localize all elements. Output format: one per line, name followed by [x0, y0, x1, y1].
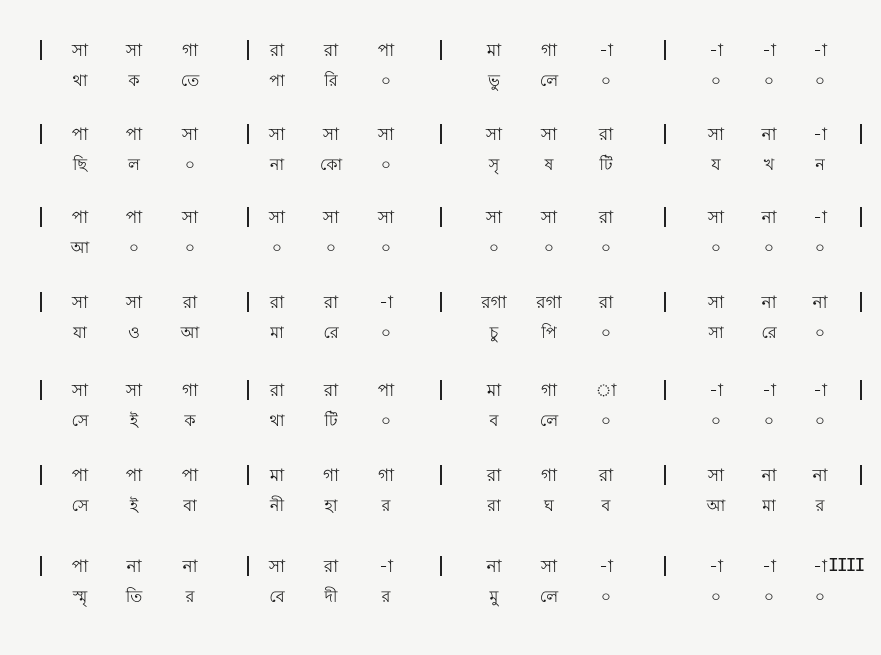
lyric-syllable: ০: [763, 411, 775, 430]
lyric-syllable: ০: [184, 155, 196, 174]
lyric-syllable: পি: [541, 323, 557, 342]
bar-line: [664, 380, 666, 400]
bar-line: [40, 207, 42, 227]
swara-note: া: [595, 381, 617, 401]
bar-line: [247, 556, 249, 576]
swara-note: রা: [598, 125, 614, 145]
lyric-syllable: থা: [72, 71, 88, 90]
lyric-syllable: ছি: [72, 155, 88, 174]
bar-line: [440, 124, 442, 144]
swara-note: মা: [486, 41, 502, 61]
lyric-syllable: সে: [71, 411, 89, 430]
lyric-syllable: ০: [710, 238, 722, 257]
swara-note: পা: [71, 125, 89, 145]
lyric-syllable: না: [269, 155, 285, 174]
lyric-syllable: ০: [325, 238, 337, 257]
swara-note: সা: [485, 208, 503, 228]
bar-line: [247, 292, 249, 312]
swara-note: সা: [485, 125, 503, 145]
swara-note: পা: [71, 557, 89, 577]
lyric-row: [0, 235, 881, 261]
bar-line: [247, 40, 249, 60]
lyric-syllable: মা: [270, 323, 284, 342]
bar-line: [247, 207, 249, 227]
bar-line: [440, 292, 442, 312]
lyric-syllable: ০: [814, 323, 826, 342]
swara-note: সা: [707, 293, 725, 313]
bar-line: [860, 207, 862, 227]
notation-line: [0, 554, 881, 614]
swara-row: [0, 122, 881, 148]
lyric-syllable: ক: [128, 71, 140, 90]
lyric-syllable: ব: [489, 411, 499, 430]
lyric-syllable: আ: [70, 238, 90, 257]
swara-note: সা: [71, 41, 89, 61]
swara-note: সা: [377, 208, 395, 228]
swara-row: [0, 554, 881, 580]
swara-note: পা: [71, 208, 89, 228]
notation-line: [0, 290, 881, 350]
lyric-syllable: ই: [129, 411, 139, 430]
lyric-syllable: য: [711, 155, 721, 174]
swara-note: রা: [182, 293, 198, 313]
bar-line: [40, 124, 42, 144]
notation-line: [0, 38, 881, 98]
lyric-syllable: ঘ: [544, 496, 554, 515]
lyric-syllable: ০: [763, 71, 775, 90]
swara-note: গা: [540, 41, 558, 61]
lyric-syllable: ল: [128, 155, 140, 174]
lyric-syllable: র: [815, 496, 825, 515]
swara-note: সা: [707, 466, 725, 486]
lyric-syllable: ০: [543, 238, 555, 257]
swara-note: গা: [377, 466, 395, 486]
swara-note: মা: [269, 466, 285, 486]
swara-row: [0, 38, 881, 64]
notation-line: [0, 378, 881, 438]
swara-row: [0, 378, 881, 404]
swara-note: গা: [322, 466, 340, 486]
swara-note: সা: [322, 125, 340, 145]
lyric-syllable: সৃ: [488, 155, 500, 174]
swara-note: সা: [268, 208, 286, 228]
bar-line: [860, 465, 862, 485]
swara-note: না: [761, 466, 777, 486]
lyric-syllable: র: [381, 587, 391, 606]
lyric-row: [0, 408, 881, 434]
lyric-syllable: র: [185, 587, 195, 606]
final-bar-mark: IIII: [828, 555, 864, 576]
lyric-syllable: টি: [324, 411, 338, 430]
bar-line: [664, 40, 666, 60]
swara-note: না: [126, 557, 142, 577]
lyric-syllable: ০: [814, 238, 826, 257]
bar-line: [40, 40, 42, 60]
bar-line: [664, 124, 666, 144]
lyric-syllable: ০: [380, 71, 392, 90]
bar-line: [40, 292, 42, 312]
bar-line: [40, 380, 42, 400]
bar-line: [247, 465, 249, 485]
lyric-syllable: লে: [539, 71, 559, 90]
swara-note: সা: [268, 557, 286, 577]
lyric-syllable: রা: [487, 496, 501, 515]
lyric-row: [0, 493, 881, 519]
swara-note: -া: [813, 41, 827, 61]
swara-note: সা: [322, 208, 340, 228]
lyric-syllable: কো: [319, 155, 343, 174]
swara-note: গা: [540, 466, 558, 486]
bar-line: [40, 465, 42, 485]
swara-note: -া: [599, 557, 613, 577]
lyric-syllable: মু: [489, 587, 499, 606]
swara-note: রা: [269, 41, 285, 61]
lyric-syllable: ০: [271, 238, 283, 257]
swara-note: রা: [598, 208, 614, 228]
swara-note: গা: [181, 41, 199, 61]
lyric-syllable: আ: [706, 496, 726, 515]
swara-note: পা: [125, 125, 143, 145]
bar-line: [440, 380, 442, 400]
swara-note: মা: [486, 381, 502, 401]
notation-line: [0, 205, 881, 265]
lyric-syllable: লে: [539, 411, 559, 430]
swara-note: -া: [379, 557, 393, 577]
swara-note: সা: [707, 208, 725, 228]
lyric-syllable: ও: [128, 323, 140, 342]
lyric-syllable: খ: [763, 155, 775, 174]
lyric-syllable: যা: [73, 323, 87, 342]
swara-note: -া: [813, 208, 827, 228]
lyric-syllable: ০: [710, 587, 722, 606]
swara-note: রা: [323, 557, 339, 577]
swara-note: -া: [762, 41, 776, 61]
swara-note: রা: [323, 293, 339, 313]
swara-note: সা: [71, 381, 89, 401]
bar-line: [664, 207, 666, 227]
lyric-syllable: চু: [489, 323, 499, 342]
swara-note: রা: [598, 293, 614, 313]
lyric-syllable: তি: [125, 587, 143, 606]
lyric-syllable: ভু: [488, 71, 500, 90]
lyric-syllable: থা: [269, 411, 285, 430]
swara-note: -া: [813, 557, 827, 577]
swara-note: -া: [379, 293, 393, 313]
lyric-syllable: ০: [763, 587, 775, 606]
lyric-syllable: ০: [184, 238, 196, 257]
swara-note: সা: [181, 208, 199, 228]
swara-note: না: [761, 208, 777, 228]
bar-line: [664, 556, 666, 576]
bar-line: [664, 465, 666, 485]
bar-line: [247, 124, 249, 144]
lyric-syllable: সে: [71, 496, 89, 515]
swara-note: -া: [813, 125, 827, 145]
lyric-syllable: টি: [599, 155, 613, 174]
lyric-syllable: ০: [600, 71, 612, 90]
lyric-syllable: ০: [380, 411, 392, 430]
swara-note: -া: [813, 381, 827, 401]
swara-note: সা: [71, 293, 89, 313]
bar-line: [247, 380, 249, 400]
swara-note: -া: [709, 41, 723, 61]
lyric-syllable: ০: [600, 238, 612, 257]
swara-note: সা: [125, 293, 143, 313]
swara-note: সা: [125, 41, 143, 61]
swara-note: সা: [540, 557, 558, 577]
lyric-row: [0, 152, 881, 178]
swara-note: -া: [762, 557, 776, 577]
bar-line: [440, 465, 442, 485]
lyric-syllable: ০: [600, 587, 612, 606]
lyric-syllable: আ: [180, 323, 200, 342]
lyric-syllable: পা: [269, 71, 285, 90]
swara-note: না: [486, 557, 502, 577]
lyric-syllable: হা: [324, 496, 338, 515]
lyric-syllable: মা: [762, 496, 776, 515]
bar-line: [860, 380, 862, 400]
lyric-syllable: লে: [539, 587, 559, 606]
swara-note: গা: [540, 381, 558, 401]
swara-note: রগা: [481, 293, 507, 313]
swara-note: পা: [181, 466, 199, 486]
lyric-syllable: ০: [814, 587, 826, 606]
lyric-syllable: বে: [269, 587, 285, 606]
swara-note: পা: [377, 381, 395, 401]
lyric-syllable: ০: [763, 238, 775, 257]
bar-line: [440, 556, 442, 576]
swara-note: রা: [598, 466, 614, 486]
swara-note: পা: [125, 208, 143, 228]
lyric-syllable: ০: [128, 238, 140, 257]
swara-note: -া: [709, 381, 723, 401]
lyric-syllable: রে: [323, 323, 339, 342]
lyric-syllable: নী: [269, 496, 285, 515]
lyric-row: [0, 68, 881, 94]
swara-row: [0, 290, 881, 316]
lyric-syllable: ০: [710, 411, 722, 430]
lyric-syllable: স্মৃ: [72, 587, 88, 606]
lyric-syllable: রে: [761, 323, 777, 342]
swara-note: সা: [377, 125, 395, 145]
lyric-syllable: ০: [380, 238, 392, 257]
swara-note: রগা: [536, 293, 562, 313]
lyric-syllable: তে: [180, 71, 200, 90]
lyric-syllable: ০: [380, 323, 392, 342]
swara-note: না: [182, 557, 198, 577]
notation-line: [0, 122, 881, 182]
lyric-row: [0, 584, 881, 610]
swara-note: গা: [181, 381, 199, 401]
swara-note: সা: [540, 125, 558, 145]
bar-line: [860, 292, 862, 312]
lyric-syllable: ০: [600, 323, 612, 342]
lyric-syllable: ০: [814, 411, 826, 430]
swara-note: না: [812, 293, 828, 313]
lyric-syllable: রি: [324, 71, 338, 90]
lyric-syllable: ০: [814, 71, 826, 90]
lyric-syllable: বা: [183, 496, 197, 515]
swara-note: সা: [125, 381, 143, 401]
swara-note: সা: [268, 125, 286, 145]
bar-line: [860, 124, 862, 144]
bar-line: [440, 40, 442, 60]
bar-line: [664, 292, 666, 312]
swara-note: পা: [71, 466, 89, 486]
swara-row: [0, 463, 881, 489]
swara-note: রা: [323, 41, 339, 61]
swara-note: রা: [323, 381, 339, 401]
lyric-syllable: দী: [324, 587, 338, 606]
swara-note: -া: [762, 381, 776, 401]
lyric-syllable: ক: [184, 411, 196, 430]
swara-note: -া: [599, 41, 613, 61]
bar-line: [440, 207, 442, 227]
lyric-syllable: ০: [710, 71, 722, 90]
lyric-syllable: ০: [488, 238, 500, 257]
swara-note: সা: [707, 125, 725, 145]
lyric-syllable: র: [381, 496, 391, 515]
swara-note: -া: [709, 557, 723, 577]
lyric-row: [0, 320, 881, 346]
swara-note: রা: [269, 293, 285, 313]
lyric-syllable: ব: [601, 496, 611, 515]
swara-note: পা: [125, 466, 143, 486]
swara-note: না: [761, 125, 777, 145]
lyric-syllable: ষ: [544, 155, 554, 174]
swara-note: না: [812, 466, 828, 486]
lyric-syllable: ই: [129, 496, 139, 515]
swara-row: [0, 205, 881, 231]
lyric-syllable: ০: [380, 155, 392, 174]
lyric-syllable: ০: [600, 411, 612, 430]
swara-note: সা: [181, 125, 199, 145]
notation-line: [0, 463, 881, 523]
swara-note: রা: [269, 381, 285, 401]
swara-note: পা: [377, 41, 395, 61]
swara-note: রা: [486, 466, 502, 486]
lyric-syllable: সা: [708, 323, 724, 342]
swara-note: সা: [540, 208, 558, 228]
swara-note: না: [761, 293, 777, 313]
lyric-syllable: ন: [815, 155, 825, 174]
bar-line: [40, 556, 42, 576]
